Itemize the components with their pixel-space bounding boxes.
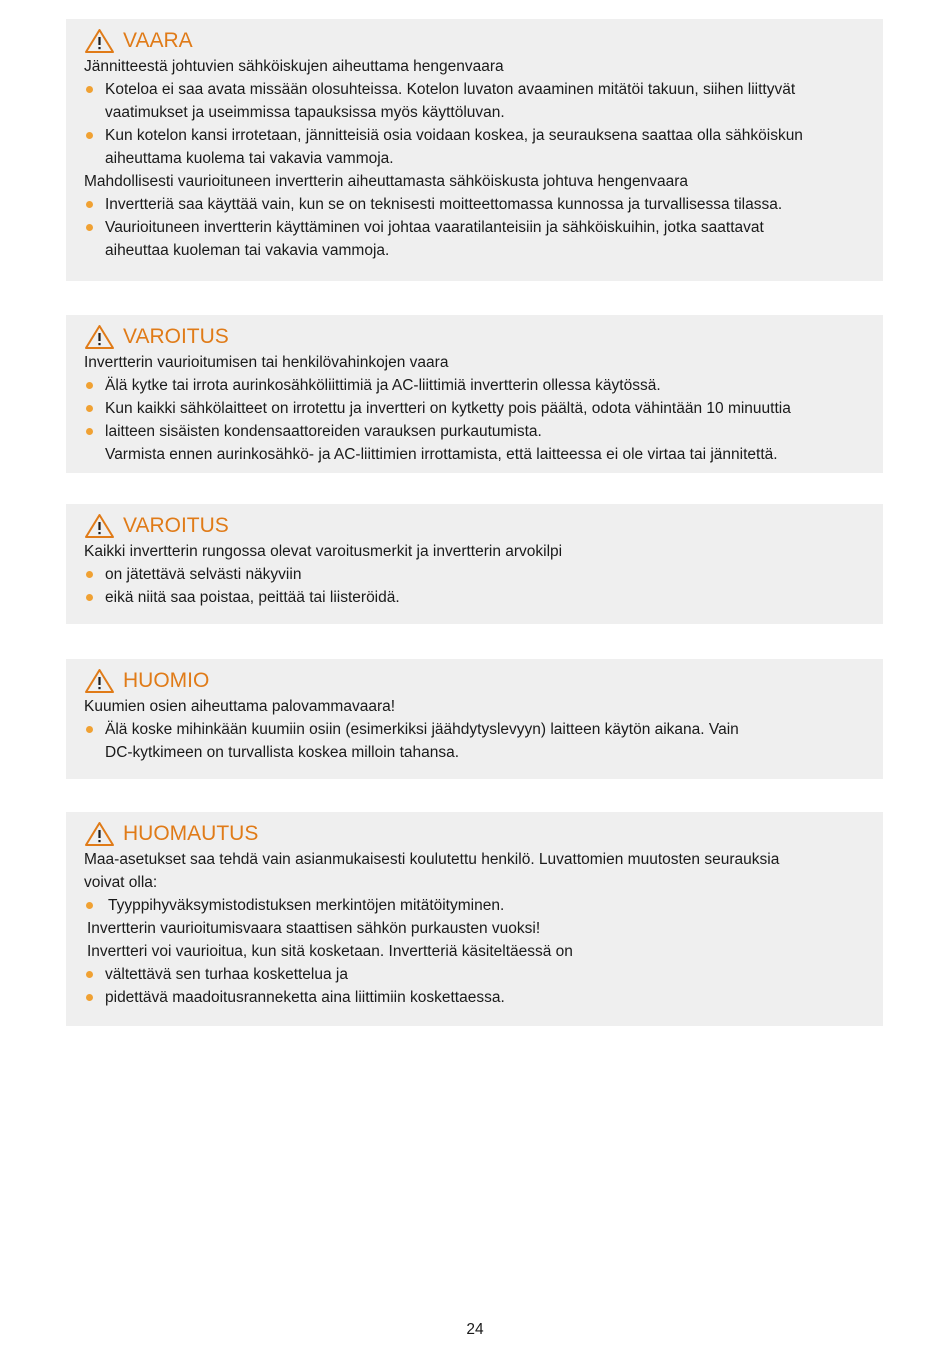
bullet-dot-icon [86, 428, 93, 435]
page-number: 24 [466, 1321, 484, 1338]
bullet-dot-icon [86, 902, 93, 909]
text-line: voivat olla: [84, 874, 158, 891]
bullet-item: eikä niitä saa poistaa, peittää tai liisteröidä. [84, 586, 865, 609]
box-title: VAROITUS [123, 325, 229, 348]
bullet-item: on jätettävä selvästi näkyviin [84, 563, 865, 586]
box-title: VAROITUS [123, 514, 229, 537]
bullet-item: Älä kytke tai irrota aurinkosähköliittimiä ja AC-liittimiä invertterin ollessa käytössä. [84, 374, 865, 397]
bullet-item: Koteloa ei saa avata missään olosuhteissa. Kotelon luvaton avaaminen mitätöi takuun, siihen liittyvät [84, 78, 865, 101]
warning-triangle-icon [84, 28, 115, 54]
bullet-item: vältettävä sen turhaa koskettelua ja [84, 963, 865, 986]
bullet-item: Tyyppihyväksymistodistuksen merkintöjen mitätöityminen. [84, 894, 865, 917]
bullet-item: Invertteriä saa käyttää vain, kun se on teknisesti moitteettomassa kunnossa ja turvallisessa tilassa. [84, 193, 865, 216]
bullet-item: laitteen sisäisten kondensaattoreiden varauksen purkautumista. [84, 420, 865, 443]
caution-box [66, 659, 883, 779]
warning-box [66, 315, 883, 473]
bullet-item: Vaurioituneen invertterin käyttäminen voi johtaa vaaratilanteisiin ja sähköiskuihin, jotka saattavat [84, 216, 865, 239]
text-line: Maa-asetukset saa tehdä vain asianmukaisesti koulutettu henkilö. Luvattomien muutosten seurauksia [84, 851, 780, 868]
bullet-dot-icon [86, 86, 93, 93]
bullet-continuation: aiheuttama kuolema tai vakavia vammoja. [105, 150, 394, 167]
box-title: VAARA [123, 29, 193, 52]
bullet-continuation: aiheuttaa kuoleman tai vakavia vammoja. [105, 242, 390, 259]
notice-box [66, 812, 883, 1026]
bullet-dot-icon [86, 405, 93, 412]
box-title-row [84, 27, 865, 55]
bullet-continuation: vaatimukset ja useimmissa tapauksissa myös käyttöluvan. [105, 104, 505, 121]
bullet-item: Älä koske mihinkään kuumiin osiin (esimerkiksi jäähdytyslevyyn) laitteen käytön aikana. Vain [84, 718, 865, 741]
text-line: Jännitteestä johtuvien sähköiskujen aiheuttama hengenvaara [84, 58, 504, 75]
bullet-dot-icon [86, 726, 93, 733]
bullet-item: Kun kotelon kansi irrotetaan, jännitteisiä osia voidaan koskea, ja seurauksena saattaa olla sähköiskun [84, 124, 865, 147]
bullet-continuation: Varmista ennen aurinkosähkö- ja AC-liittimien irrottamista, että laitteessa ei ole virtaa tai jännitettä. [105, 446, 778, 463]
text-line: Invertteri voi vaurioitua, kun sitä kosketaan. Invertteriä käsiteltäessä on [87, 943, 573, 960]
warning-box [66, 504, 883, 624]
text-line: Kaikki invertterin rungossa olevat varoitusmerkit ja invertterin arvokilpi [84, 543, 563, 560]
box-title-row [84, 820, 865, 848]
box-title: HUOMIO [123, 669, 210, 692]
box-title-row [84, 667, 865, 695]
text-line: Kuumien osien aiheuttama palovammavaara! [84, 698, 396, 715]
text-line: Invertterin vaurioitumisen tai henkilövahinkojen vaara [84, 354, 449, 371]
bullet-dot-icon [86, 224, 93, 231]
text-line: Mahdollisesti vaurioituneen invertterin aiheuttamasta sähköiskusta johtuva hengenvaara [84, 173, 689, 190]
box-title-row [84, 512, 865, 540]
bullet-item: Kun kaikki sähkölaitteet on irrotettu ja invertteri on kytketty pois päältä, odota vähintään 10 minuuttia [84, 397, 865, 420]
danger-box [66, 19, 883, 281]
warning-triangle-icon [84, 324, 115, 350]
box-title-row [84, 323, 865, 351]
warning-triangle-icon [84, 821, 115, 847]
bullet-dot-icon [86, 594, 93, 601]
bullet-dot-icon [86, 201, 93, 208]
text-line: Invertterin vaurioitumisvaara staattisen sähkön purkausten vuoksi! [87, 920, 541, 937]
box-title: HUOMAUTUS [123, 822, 259, 845]
bullet-dot-icon [86, 382, 93, 389]
bullet-dot-icon [86, 971, 93, 978]
bullet-dot-icon [86, 571, 93, 578]
warning-triangle-icon [84, 668, 115, 694]
bullet-continuation: DC-kytkimeen on turvallista koskea milloin tahansa. [105, 744, 460, 761]
warning-triangle-icon [84, 513, 115, 539]
bullet-dot-icon [86, 994, 93, 1001]
bullet-dot-icon [86, 132, 93, 139]
bullet-item: pidettävä maadoitusranneketta aina liittimiin koskettaessa. [84, 986, 865, 1009]
